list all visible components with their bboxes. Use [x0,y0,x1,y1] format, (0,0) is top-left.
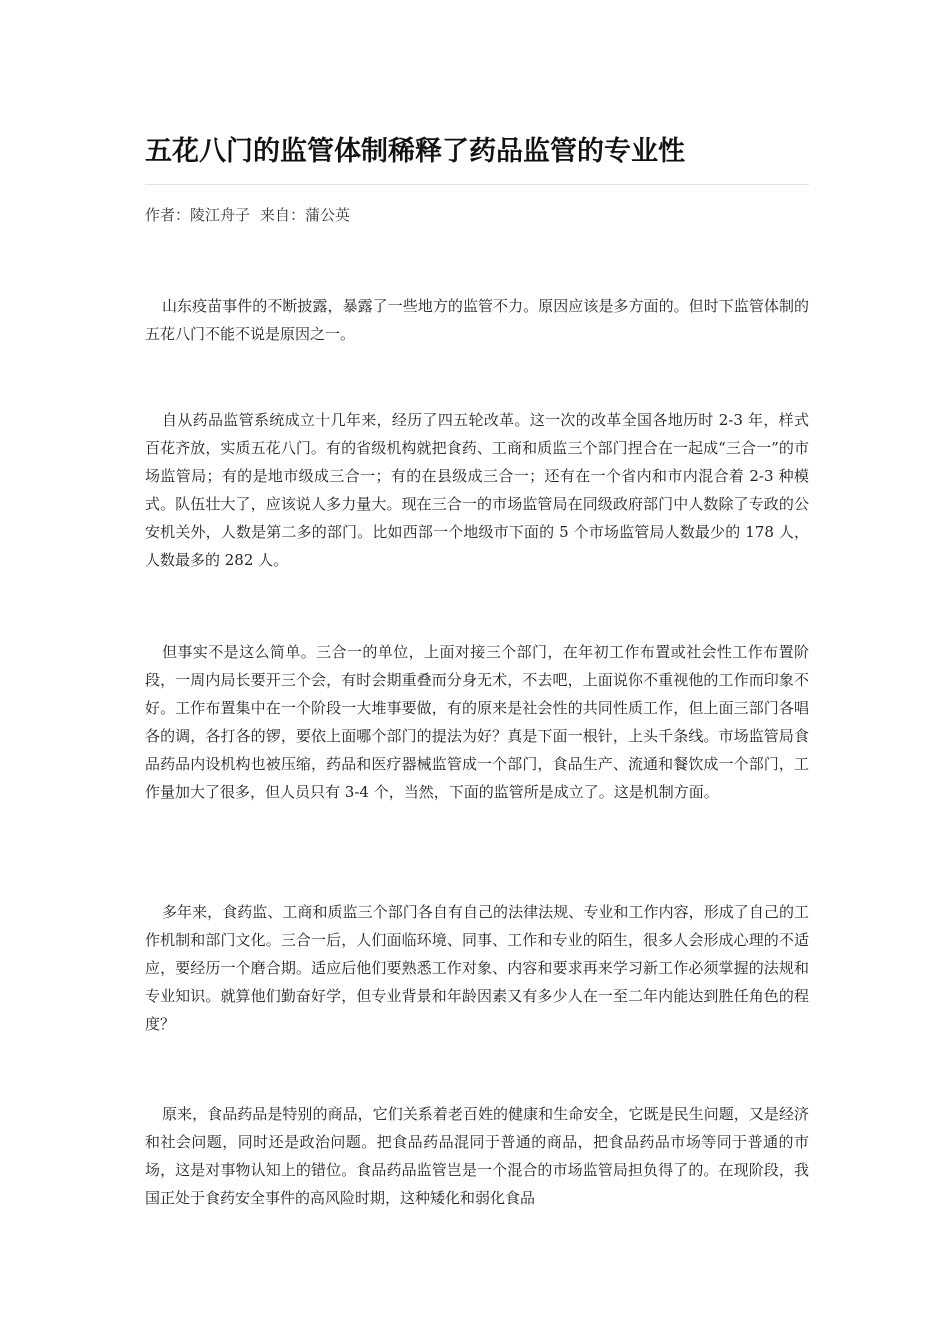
paragraph: 多年来，食药监、工商和质监三个部门各自有自己的法律法规、专业和工作内容，形成了自己的工作机制和部门文化。三合一后，人们面临环境、同事、工作和专业的陌生，很多人会形成心理的不适应，要经历一个磨合期。适应后他们要熟悉工作对象、内容和要求再来学习新工作必须掌握的法规和专业知识。就算他们勤奋好学，但专业背景和年龄因素又有多少人在一至二年内能达到胜任角色的程度？ [145,903,809,1033]
article-title: 五花八门的监管体制稀释了药品监管的专业性 [145,136,685,167]
paragraph: 但事实不是这么简单。三合一的单位，上面对接三个部门，在年初工作布置或社会性工作布置阶段，一周内局长要开三个会，有时会期重叠而分身无术，不去吧，上面说你不重视他的工作而印象不好。工作布置集中在一个阶段一大堆事要做，有的原来是社会性的共同性质工作，但上面三部门各唱各的调，各打各的锣，要依上面哪个部门的提法为好？真是下面一根针，上头千条线。市场监管局食品药品内设机构也被压缩，药品和医疗器械监管成一个部门，食品生产、流通和餐饮成一个部门，工作量加大了很多，但人员只有 3-4 个，当然，下面的监管所是成立了。这是机制方面。 [145,643,809,801]
article-meta [145,203,350,227]
title-divider [145,184,809,185]
paragraph: 自从药品监管系统成立十几年来，经历了四五轮改革。这一次的改革全国各地历时 2-3 年，样式百花齐放，实质五花八门。有的省级机构就把食药、工商和质监三个部门捏合在一起成“三合一”的市场监管局；有的是地市级成三合一；有的在县级成三合一；还有在一个省内和市内混合着 2-3 种模式。队伍壮大了，应该说人多力量大。现在三合一的市场监管局在同级政府部门中人数除了专政的公安机关外，人数是第二多的部门。比如西部一个地级市下面的 5 个市场监管局人数最少的 178 人，人数最多的 282 人。 [145,411,809,569]
paragraph: 山东疫苗事件的不断披露，暴露了一些地方的监管不力。原因应该是多方面的。但时下监管体制的五花八门不能不说是原因之一。 [145,297,809,343]
author-label: 作者：陵江舟子 [145,206,251,224]
paragraph: 原来，食品药品是特别的商品，它们关系着老百姓的健康和生命安全，它既是民生问题，又是经济和社会问题，同时还是政治问题。把食品药品混同于普通的商品，把食品药品市场等同于普通的市场，这是对事物认知上的错位。食品药品监管岂是一个混合的市场监管局担负得了的。在现阶段，我国正处于食药安全事件的高风险时期，这种矮化和弱化食品 [145,1105,809,1207]
source-label: 来自：蒲公英 [260,206,351,224]
